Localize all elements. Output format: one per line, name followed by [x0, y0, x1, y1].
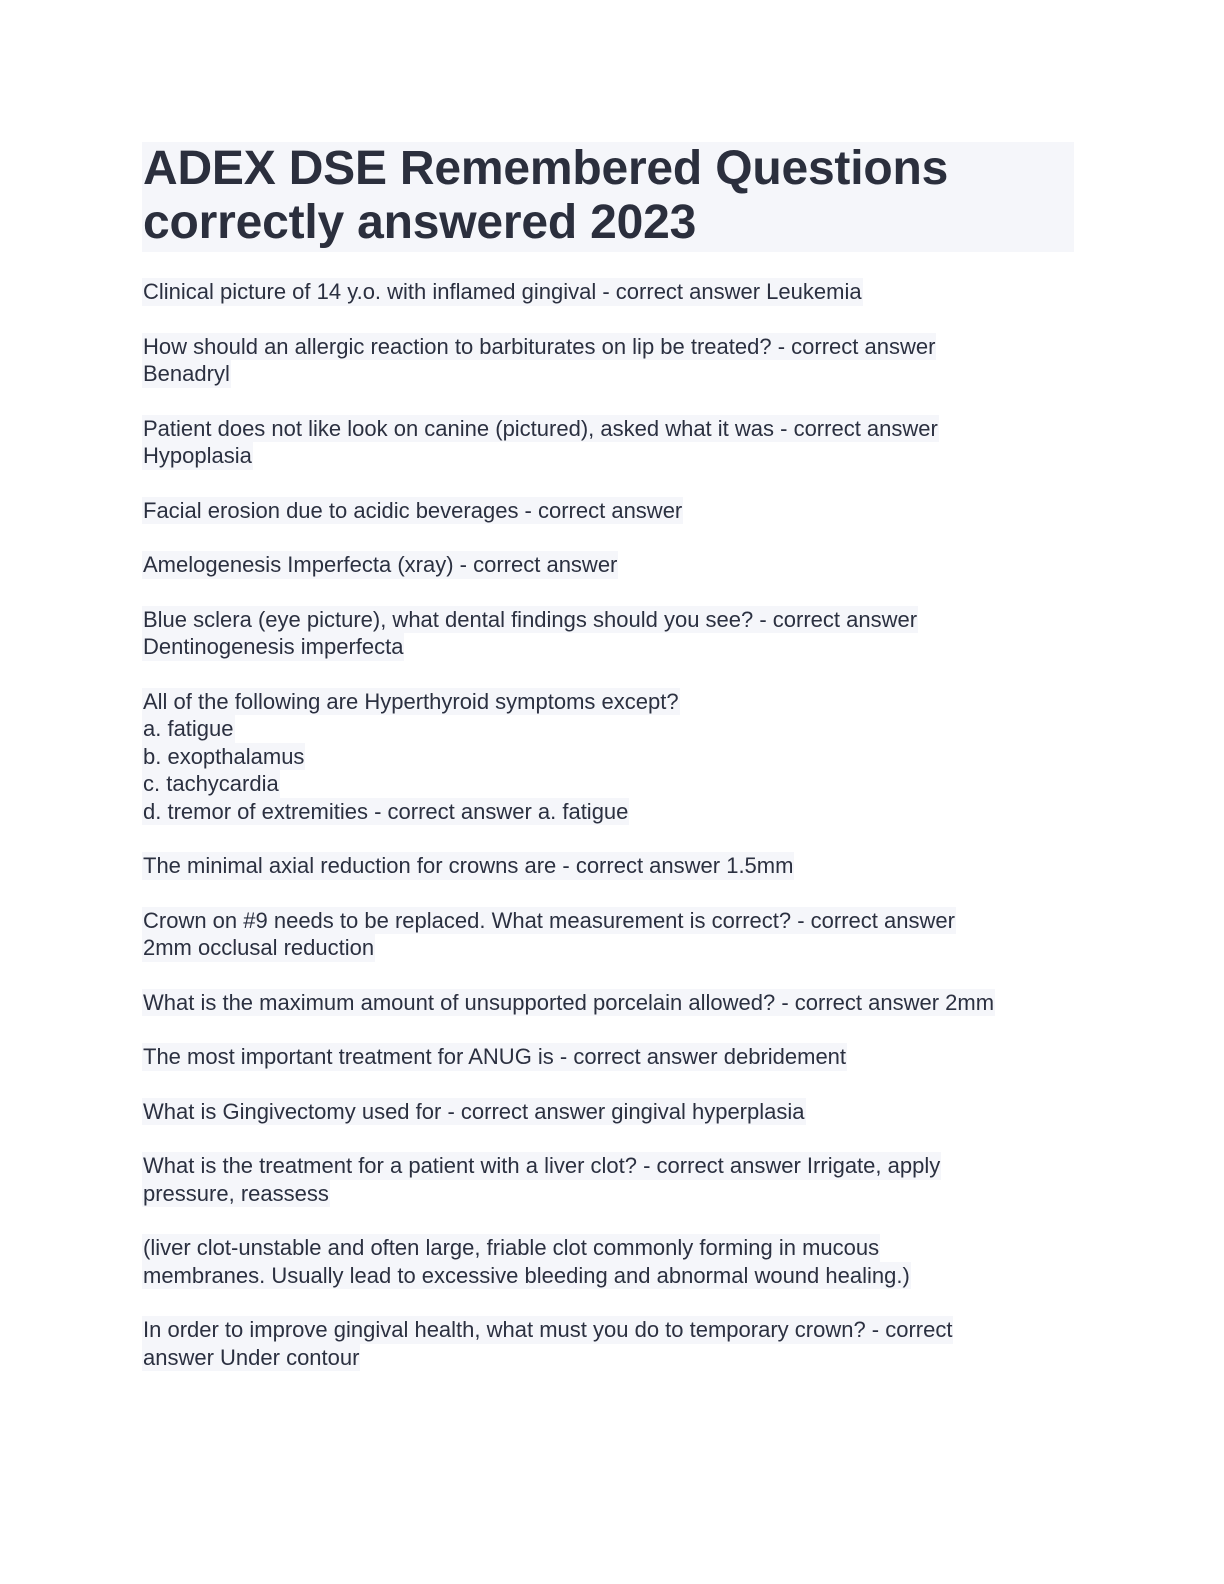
qa-entry	[142, 1152, 1074, 1207]
qa-entry	[142, 1316, 1074, 1371]
qa-note-line: membranes. Usually lead to excessive bleeding and abnormal wound healing.)	[143, 1262, 910, 1288]
qa-line: The most important treatment for ANUG is - correct answer debridement	[143, 1044, 847, 1069]
qa-entry	[142, 415, 1074, 470]
title-line-2: correctly answered 2023	[143, 196, 697, 249]
qa-line: The minimal axial reduction for crowns are - correct answer 1.5mm	[143, 853, 794, 878]
qa-entry	[142, 907, 1074, 962]
qa-line: Hypoplasia	[143, 443, 252, 468]
qa-line: What is the maximum amount of unsupported porcelain allowed? - correct answer 2mm	[143, 989, 995, 1015]
qa-option-a: a. fatigue	[143, 716, 234, 741]
qa-line: What is Gingivectomy used for - correct answer gingival hyperplasia	[143, 1098, 805, 1124]
qa-note-line: (liver clot-unstable and often large, friable clot commonly forming in mucous	[143, 1235, 880, 1260]
qa-entry-multiple-choice	[142, 688, 1074, 826]
qa-line: pressure, reassess	[143, 1180, 329, 1206]
qa-option-c: c. tachycardia	[143, 771, 279, 796]
qa-question-line: All of the following are Hyperthyroid symptoms except?	[143, 688, 679, 714]
qa-line: Blue sclera (eye picture), what dental findings should you see? - correct answer	[143, 606, 918, 632]
qa-entry	[142, 852, 1074, 880]
qa-entry	[142, 989, 1074, 1017]
qa-line: Benadryl	[143, 361, 230, 386]
qa-list	[142, 278, 1074, 1371]
qa-line: Patient does not like look on canine (pictured), asked what it was - correct answer	[143, 415, 938, 441]
qa-entry	[142, 1098, 1074, 1126]
document-page	[142, 142, 1074, 1398]
qa-entry	[142, 606, 1074, 661]
qa-option-b: b. exopthalamus	[143, 743, 305, 769]
qa-line: Amelogenesis Imperfecta (xray) - correct answer	[143, 552, 618, 577]
qa-line: In order to improve gingival health, what must you do to temporary crown? - correct	[143, 1317, 953, 1342]
page-title	[143, 142, 1074, 250]
qa-line: Dentinogenesis imperfecta	[143, 634, 404, 659]
qa-entry	[142, 278, 1074, 306]
qa-entry	[142, 1043, 1074, 1071]
qa-line: 2mm occlusal reduction	[143, 935, 375, 960]
qa-entry	[142, 497, 1074, 525]
qa-line: Facial erosion due to acidic beverages - correct answer	[143, 497, 683, 523]
title-block	[142, 142, 1074, 252]
qa-entry	[142, 333, 1074, 388]
qa-note	[142, 1234, 1074, 1289]
qa-line: answer Under contour	[143, 1344, 360, 1370]
qa-line: What is the treatment for a patient with a liver clot? - correct answer Irrigate, apply	[143, 1153, 941, 1178]
qa-line: Crown on #9 needs to be replaced. What measurement is correct? - correct answer	[143, 907, 955, 933]
title-line-1: ADEX DSE Remembered Questions	[143, 142, 949, 195]
qa-entry	[142, 551, 1074, 579]
qa-option-d: d. tremor of extremities - correct answer a. fatigue	[143, 798, 629, 824]
qa-line: Clinical picture of 14 y.o. with inflamed gingival - correct answer Leukemia	[143, 279, 862, 304]
qa-line: How should an allergic reaction to barbiturates on lip be treated? - correct answer	[143, 333, 936, 359]
